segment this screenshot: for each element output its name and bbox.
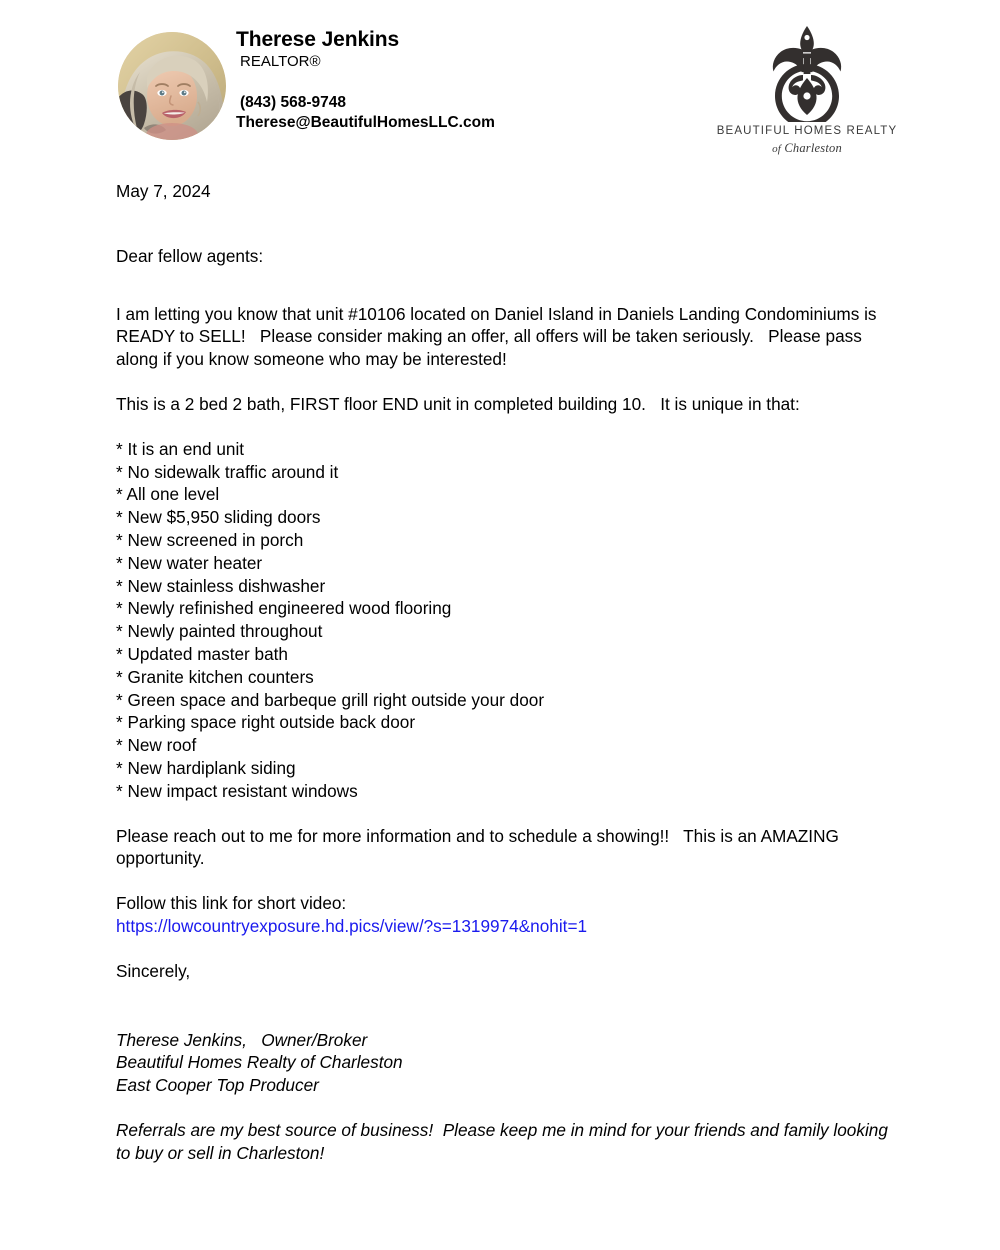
list-item: * New screened in porch	[116, 529, 304, 550]
list-item: * New $5,950 sliding doors	[116, 507, 321, 528]
brand-sub-place: Charleston	[784, 141, 842, 155]
feature-list	[116, 438, 896, 803]
letter-paragraph-2: This is a 2 bed 2 bath, FIRST floor END unit in completed building 10. It is unique in that:	[116, 393, 800, 414]
list-item: * New hardiplank siding	[116, 757, 296, 778]
list-item: * Newly refinished engineered wood flooring	[116, 598, 452, 619]
list-item: * Granite kitchen counters	[116, 666, 314, 687]
letterhead	[0, 0, 1000, 175]
letter-date: May 7, 2024	[116, 181, 211, 201]
list-item: * Newly painted throughout	[116, 621, 323, 642]
letter-salutation: Dear fellow agents:	[116, 245, 264, 266]
video-link[interactable]: https://lowcountryexposure.hd.pics/view/?s=1319974&nohit=1	[116, 915, 588, 936]
letter-body	[116, 180, 896, 1165]
agent-contact-text	[236, 28, 586, 133]
list-item: * New stainless dishwasher	[116, 575, 326, 596]
referral-note: Referrals are my best source of business! Please keep me in mind for your friends and family looking to buy or sell in Charleston!	[116, 1119, 893, 1163]
brand-sub-of: of	[772, 143, 782, 155]
agent-name: Therese Jenkins	[236, 28, 400, 51]
list-item: * New impact resistant windows	[116, 780, 358, 801]
brand-subtitle	[712, 140, 902, 158]
list-item: * Updated master bath	[116, 643, 288, 664]
list-item: * No sidewalk traffic around it	[116, 461, 339, 482]
door-knocker-fleur-de-lis-icon	[761, 26, 853, 122]
signature-block	[116, 1029, 896, 1097]
list-item: * New water heater	[116, 552, 263, 573]
list-item: * New roof	[116, 735, 197, 756]
signature-line: Beautiful Homes Realty of Charleston	[116, 1052, 403, 1073]
video-link-intro: Follow this link for short video:	[116, 893, 347, 914]
letter-paragraph-3: Please reach out to me for more information and to schedule a showing!! This is an AMAZING opportunity.	[116, 825, 844, 869]
agent-headshot-icon	[118, 32, 226, 140]
agent-email[interactable]: Therese@BeautifulHomesLLC.com	[236, 114, 495, 131]
avatar	[118, 32, 226, 140]
list-item: * Green space and barbeque grill right outside your door	[116, 689, 545, 710]
brand-logo-block	[712, 24, 902, 158]
agent-identity-block	[118, 28, 588, 163]
agent-phone[interactable]: (843) 568-9748	[240, 94, 346, 111]
signature-line: Therese Jenkins, Owner/Broker	[116, 1029, 368, 1050]
letter-signoff: Sincerely,	[116, 960, 191, 981]
list-item: * All one level	[116, 484, 220, 505]
signature-line: East Cooper Top Producer	[116, 1075, 319, 1096]
brand-mark	[712, 24, 902, 124]
letter-paragraph-1: I am letting you know that unit #10106 located on Daniel Island in Daniels Landing Condominiums is READY to SELL! Please consider making an offer, all offers will be taken seriously. Please pass along if you know someone who may be interested!	[116, 303, 882, 370]
list-item: * It is an end unit	[116, 438, 245, 459]
agent-title: REALTOR®	[240, 53, 321, 70]
brand-name: BEAUTIFUL HOMES REALTY	[716, 125, 898, 137]
list-item: * Parking space right outside back door	[116, 712, 416, 733]
